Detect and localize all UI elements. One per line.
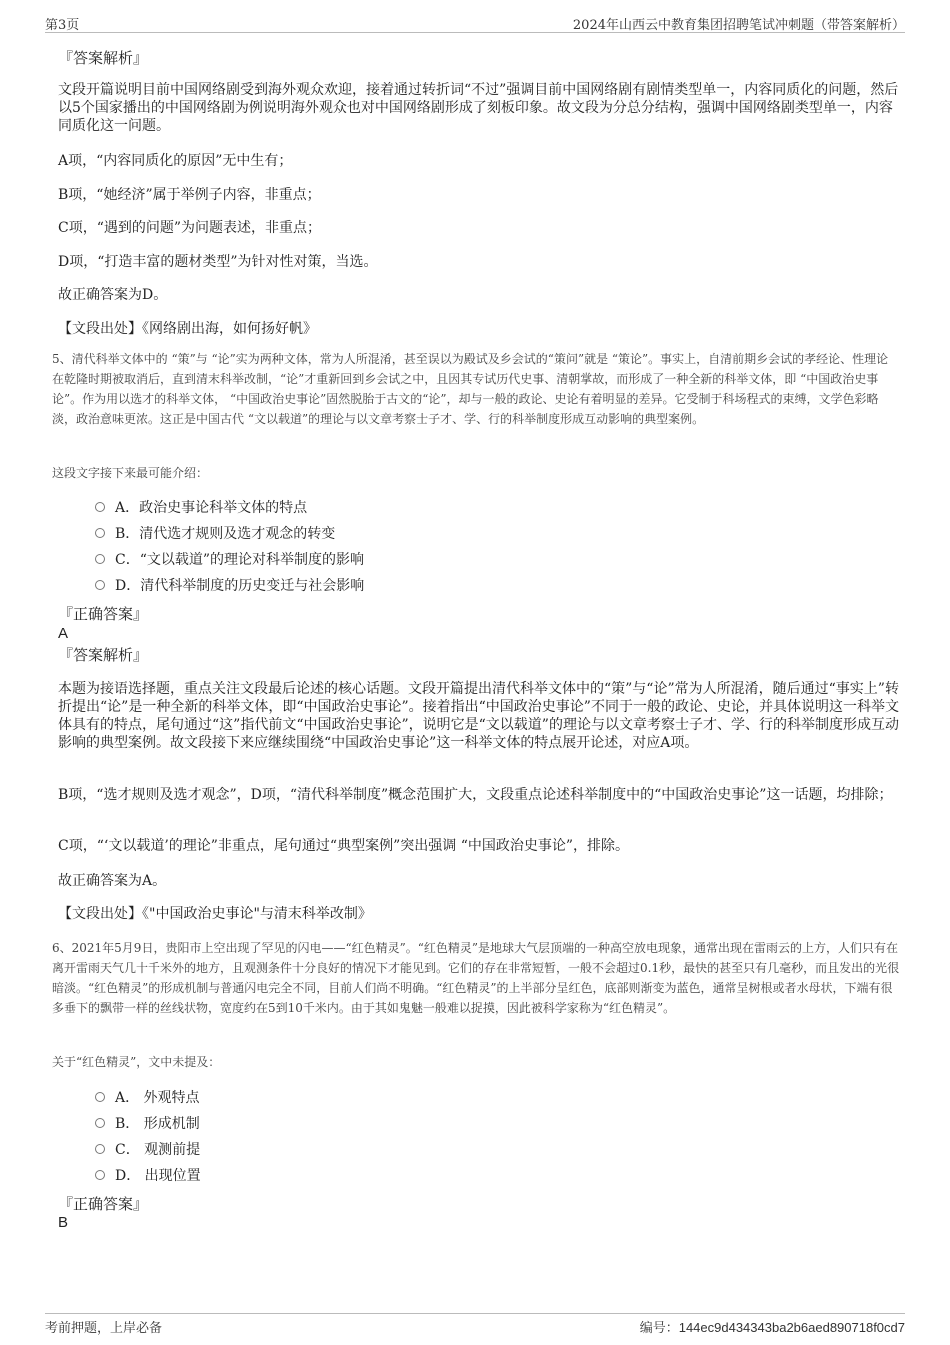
q4-analysis-paragraph: 文段开篇说明目前中国网络剧受到海外观众欢迎，接着通过转折词“不过”强调目前中国网络剧有剧情类型单一，内容同质化的问题，然后以5个国家播出的中国网络剧为例说明海外观众也对中国网络剧形成了刻板印象。故文段为分总分结构，强调中国网络剧类型单一，内容同质化这一问题。 — [58, 82, 899, 134]
q4-analysis-option-a: A项，“内容同质化的原因”无中生有； — [58, 153, 293, 169]
q4-conclusion: 故正确答案为D。 — [58, 287, 168, 303]
q5-conclusion: 故正确答案为A。 — [58, 873, 167, 889]
radio-icon[interactable] — [95, 580, 105, 590]
radio-icon[interactable] — [95, 1144, 105, 1154]
q4-analysis-heading: 『答案解析』 — [58, 49, 149, 67]
q6-option-a-label: A． 外观特点 — [115, 1090, 200, 1106]
document-code-label: 编号： — [639, 1321, 679, 1336]
q4-analysis-option-b: B项，“她经济”属于举例子内容，非重点； — [58, 187, 321, 203]
q6-option-a[interactable] — [95, 1088, 200, 1108]
q5-analysis-heading: 『答案解析』 — [58, 646, 149, 664]
q6-option-b-label: B． 形成机制 — [115, 1116, 200, 1132]
footer-slogan: 考前押题，上岸必备 — [45, 1321, 163, 1336]
q4-source: 【文段出处】《网络剧出海，如何扬好帆》 — [58, 321, 317, 337]
page-header — [45, 10, 905, 33]
q6-question: 关于“红色精灵”，文中未提及： — [52, 1055, 221, 1069]
q6-option-c[interactable] — [95, 1140, 200, 1160]
page-number: 第3页 — [45, 18, 80, 33]
q5-option-b-label: B．清代选才规则及选才观念的转变 — [115, 526, 336, 542]
q5-answer: A — [58, 625, 69, 642]
q5-option-b[interactable] — [95, 524, 335, 544]
q5-analysis-options-bd: B项，“选才规则及选才观念”，D项，“清代科举制度”概念范围扩大，文段重点论述科举制度中的“中国政治史事论”这一话题，均排除； — [58, 787, 893, 803]
radio-icon[interactable] — [95, 1092, 105, 1102]
radio-icon[interactable] — [95, 502, 105, 512]
q6-answer: B — [58, 1214, 69, 1231]
document-title: 2024年山西云中教育集团招聘笔试冲刺题（带答案解析） — [572, 18, 905, 33]
q4-analysis-option-c: C项，“遇到的问题”为问题表述，非重点； — [58, 220, 322, 236]
q5-stem: 5、清代科举文体中的 “策”与 “论”实为两种文体，常为人所混淆，甚至误以为殿试及乡会试的“策问”就是 “策论”。事实上，自清前期乡会试的孝经论、性理论在乾隆时期被取消后，直到清末科举改制，“论”才重新回到乡会试之中，且因其专试历代史事、清朝掌故，而形成了一种全新的科举文体，即 “中国政治史事论”。作为用以选才的科举文体， “中国政治史事论”固然脱胎于古文的“论”，却与一般的政论、史论有着明显的差异。它受制于科场程式的束缚，文学色彩略淡，政治意味更浓。这正是中国古代 “文以载道”的理论与以文章考察士子才、学、行的科举制度形成互动影响的典型案例。 — [52, 352, 889, 426]
radio-icon[interactable] — [95, 528, 105, 538]
radio-icon[interactable] — [95, 1170, 105, 1180]
radio-icon[interactable] — [95, 1118, 105, 1128]
q5-answer-heading: 『正确答案』 — [58, 605, 149, 623]
q5-option-a-label: A．政治史事论科举文体的特点 — [115, 500, 308, 516]
q4-analysis-option-d: D项，“打造丰富的题材类型”为针对性对策，当选。 — [58, 254, 378, 270]
q6-stem: 6、2021年5月9日，贵阳市上空出现了罕见的闪电——“红色精灵”。“红色精灵”是地球大气层顶端的一种高空放电现象，通常出现在雷雨云的上方，人们只有在离开雷雨天气几十千米外的地方，且观测条件十分良好的情况下才能见到。它们的存在非常短暂，一般不会超过0.1秒，最快的甚至只有几毫秒，而且发出的光很暗淡。“红色精灵”的形成机制与普通闪电完全不同，目前人们尚不明确。“红色精灵”的上半部分呈红色，底部则渐变为蓝色，通常呈树根或者水母状，下端有很多垂下的飘带一样的丝线状物，宽度约在5到10千米内。由于其如鬼魅一般难以捉摸，因此被科学家称为“红色精灵”。 — [52, 941, 900, 1015]
q6-answer-heading: 『正确答案』 — [58, 1195, 149, 1213]
q6-option-d-label: D． 出现位置 — [115, 1168, 201, 1184]
q5-analysis-option-c: C项，“‘文以载道’的理论”非重点，尾句通过“典型案例”突出强调 “中国政治史事论”，排除。 — [58, 838, 630, 854]
page-footer — [45, 1313, 905, 1336]
q5-source: 【文段出处】《"中国政治史事论"与清末科举改制》 — [58, 906, 372, 922]
q6-option-c-label: C． 观测前提 — [115, 1142, 201, 1158]
document-code — [640, 1317, 905, 1336]
q6-option-d[interactable] — [95, 1166, 201, 1186]
q5-option-c-label: C．“文以载道”的理论对科举制度的影响 — [115, 552, 365, 568]
q5-option-d[interactable] — [95, 576, 364, 596]
q5-option-c[interactable] — [95, 550, 364, 570]
q5-option-d-label: D．清代科举制度的历史变迁与社会影响 — [115, 578, 365, 594]
q5-option-a[interactable] — [95, 498, 307, 518]
q5-question: 这段文字接下来最可能介绍： — [52, 466, 209, 480]
q5-analysis-paragraph: 本题为接语选择题，重点关注文段最后论述的核心话题。文段开篇提出清代科举文体中的“策”与“论”常为人所混淆，随后通过“事实上”转折提出“论”是一种全新的科举文体，即“中国政治史事论”。接着指出“中国政治史事论”不同于一般的政论、史论，并具体说明这一科举文体具有的特点，尾句通过“这”指代前文“中国政治史事论”，说明它是“文以载道”的理论与以文章考察士子才、学、行的科举制度形成互动影响的典型案例。故文段接下来应继续围绕“中国政治史事论”这一科举文体的特点展开论述，对应A项。 — [58, 681, 899, 751]
document-code-value: 144ec9d434343ba2b6aed890718f0cd7 — [678, 1320, 905, 1335]
q6-option-b[interactable] — [95, 1114, 200, 1134]
radio-icon[interactable] — [95, 554, 105, 564]
